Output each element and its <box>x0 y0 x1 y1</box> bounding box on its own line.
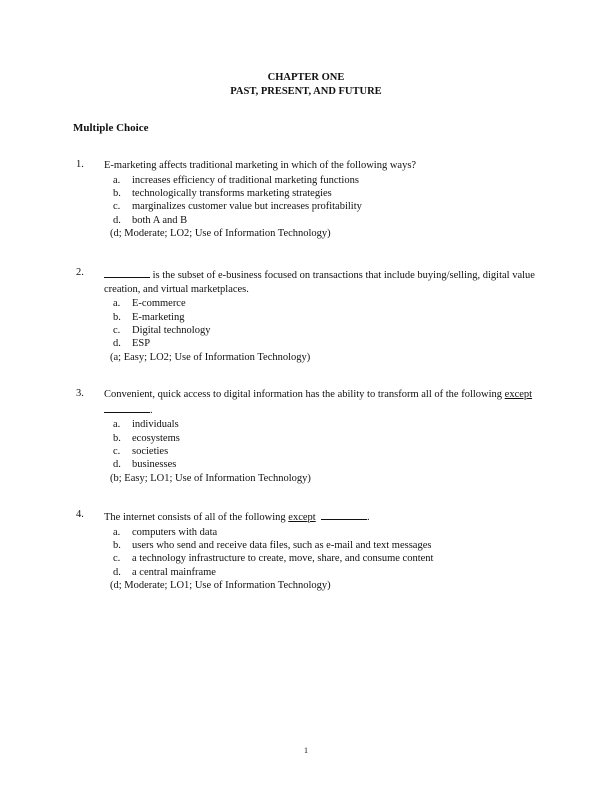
question-4 <box>76 509 546 593</box>
option: c. a technology infrastructure to create, move, share, and consume content <box>113 553 434 565</box>
option: d. a central mainframe <box>113 566 216 578</box>
option: a. E-commerce <box>113 298 186 310</box>
options-list <box>113 418 546 472</box>
chapter-title: CHAPTER ONE <box>267 72 345 83</box>
answer-key: (d; Moderate; LO2; Use of Information Technology) <box>110 228 331 240</box>
question-number: 2. <box>76 267 84 278</box>
option: c. marginalizes customer value but increases profitability <box>113 201 362 213</box>
answer-key: (a; Easy; LO2; Use of Information Technology) <box>110 351 311 363</box>
fill-in-blank <box>321 509 367 520</box>
question-text: is the subset of e-business focused on transactions that include buying/selling, digital value creation, and virtual marketplaces. <box>76 267 546 296</box>
option: c. societies <box>113 446 169 457</box>
emphasis-except: except <box>288 512 316 523</box>
option: d. both A and B <box>113 214 188 226</box>
question-text: The internet consists of all of the following except . <box>104 509 546 525</box>
options-list <box>113 526 546 580</box>
page-number: 1 <box>304 746 308 755</box>
option: b. ecosystems <box>113 432 180 444</box>
option: a. increases efficiency of traditional marketing functions <box>113 174 359 186</box>
option: c. Digital technology <box>113 325 211 336</box>
question-number: 4. <box>76 509 84 520</box>
section-heading: Multiple Choice <box>73 122 149 134</box>
question-number: 3. <box>76 388 84 399</box>
fill-in-blank <box>104 267 150 278</box>
option: a. individuals <box>113 419 179 431</box>
answer-key: (d; Moderate; LO1; Use of Information Technology) <box>110 580 331 592</box>
question-2 <box>76 267 546 364</box>
option: b. users who send and receive data files, such as e-mail and text messages <box>113 540 432 551</box>
option: d. ESP <box>113 338 151 350</box>
option: b. technologically transforms marketing strategies <box>113 188 332 199</box>
option: a. computers with data <box>113 526 218 538</box>
options-list <box>113 297 546 351</box>
options-list <box>113 174 546 228</box>
question-number: 1. <box>76 159 84 170</box>
chapter-subtitle: PAST, PRESENT, AND FUTURE <box>230 86 382 97</box>
question-1 <box>76 159 546 241</box>
answer-key: (b; Easy; LO1; Use of Information Technology) <box>110 472 311 484</box>
question-3 <box>76 388 546 485</box>
emphasis-except: except <box>504 389 533 400</box>
question-text: E-marketing affects traditional marketing in which of the following ways? <box>104 160 417 171</box>
question-text: Convenient, quick access to digital information has the ability to transform all of the following except . <box>104 389 533 416</box>
option: b. E-marketing <box>113 311 185 323</box>
fill-in-blank <box>104 402 150 413</box>
option: d. businesses <box>113 459 177 471</box>
